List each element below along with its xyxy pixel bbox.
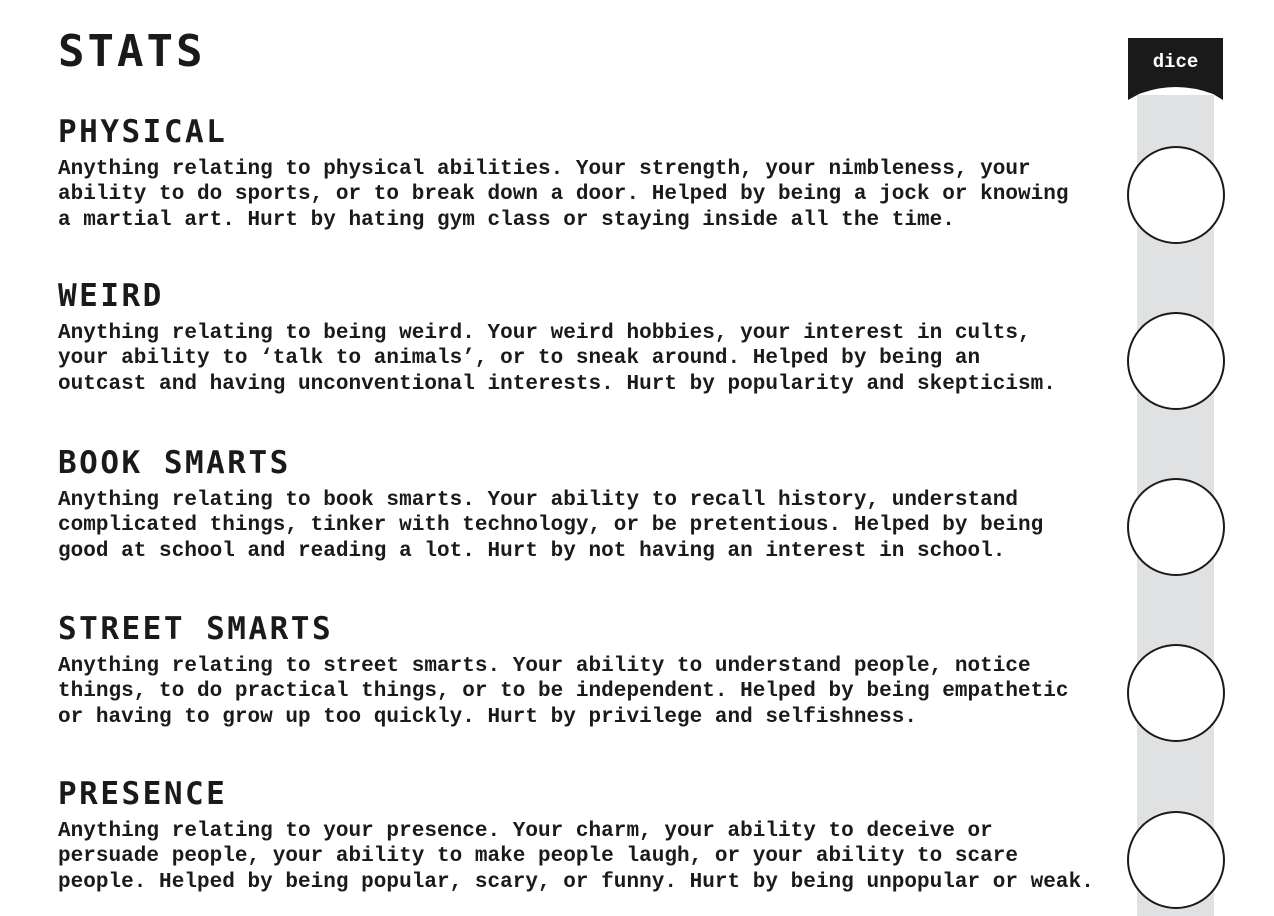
- stat-value-circle-presence[interactable]: [1127, 811, 1225, 909]
- dice-tab-label: dice: [1152, 51, 1199, 73]
- stat-description-physical: Anything relating to physical abilities. Your strength, your nimbleness, your ability to do sports, or to break down a door. Helped by being a jock or knowing a martial art. Hurt by hating gym class or staying inside all the time.: [58, 158, 1069, 232]
- stat-heading-weird: WEIRD: [58, 278, 164, 314]
- stat-description-weird: Anything relating to being weird. Your weird hobbies, your interest in cults, your ability to ‘talk to animals’, or to sneak around. Helped by being an outcast and having unconventional interests. Hurt by popularity and skepticism.: [58, 322, 1056, 396]
- stat-section-weird: [58, 279, 1088, 397]
- stat-section-presence: [58, 776, 1094, 895]
- stat-section-physical: [58, 115, 1088, 233]
- dice-tab[interactable]: [1128, 38, 1223, 100]
- stat-value-circle-weird[interactable]: [1127, 312, 1225, 410]
- stat-heading-physical: PHYSICAL: [58, 114, 228, 150]
- stat-section-book-smarts: [58, 446, 1088, 564]
- stat-description-book-smarts: Anything relating to book smarts. Your ability to recall history, understand complicated things, tinker with technology, or be pretentious. Helped by being good at school and reading a lot. Hurt by not having an interest in school.: [58, 489, 1044, 563]
- stat-description-street-smarts: Anything relating to street smarts. Your ability to understand people, notice things, to do practical things, or to be independent. Helped by being empathetic or having to grow up too quickly. Hurt by privilege and selfishness.: [58, 655, 1069, 729]
- stat-heading-street-smarts: STREET SMARTS: [58, 611, 334, 647]
- stat-heading-presence: PRESENCE: [58, 776, 228, 812]
- stat-value-circle-physical[interactable]: [1127, 146, 1225, 244]
- stat-description-presence: Anything relating to your presence. Your charm, your ability to deceive or persuade people, your ability to make people laugh, or your ability to scare people. Helped by being popular, scary, or funny. Hurt by being unpopular or weak.: [58, 820, 1094, 894]
- stat-heading-book-smarts: BOOK SMARTS: [58, 445, 291, 481]
- stat-value-circle-street-smarts[interactable]: [1127, 644, 1225, 742]
- page-title: STATS: [58, 26, 206, 77]
- stat-section-street-smarts: [58, 612, 1088, 730]
- stat-value-circle-book-smarts[interactable]: [1127, 478, 1225, 576]
